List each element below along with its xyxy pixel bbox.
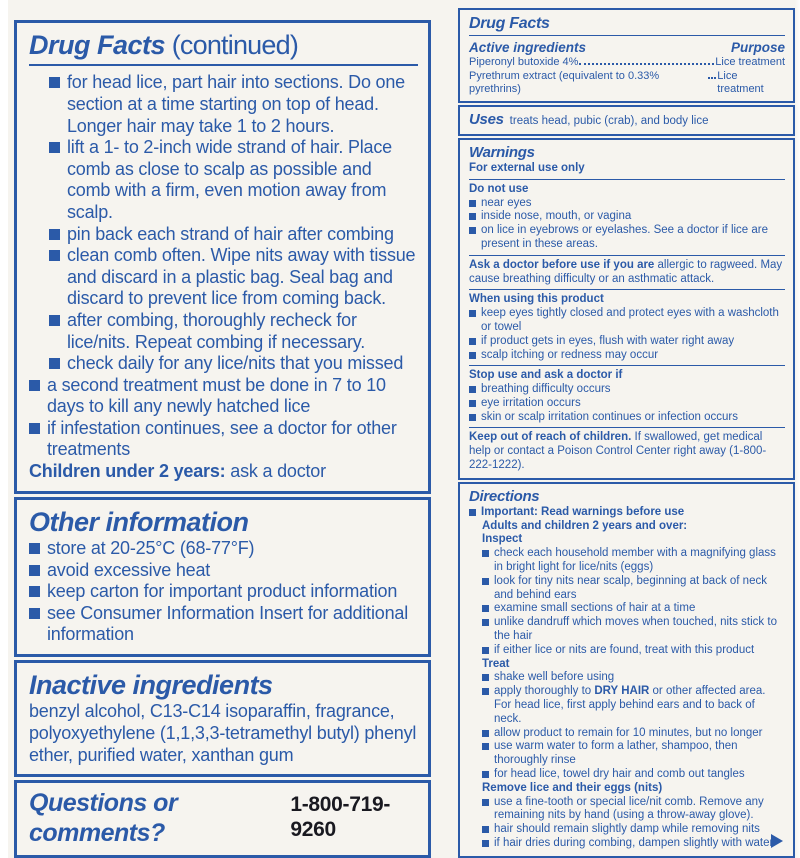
questions-phone-number: 1-800-719-9260: [290, 793, 391, 842]
ask-doctor-line: [469, 259, 785, 287]
bullet-square-icon: [469, 338, 476, 345]
list-item-text: if product gets in eyes, flush with water right away: [481, 334, 735, 347]
drug-facts-continued-section: [14, 20, 431, 494]
list-item: [29, 603, 418, 646]
list-item: [482, 547, 785, 575]
inactive-ingredients-text: benzyl alcohol, C13-C14 isoparaffin, fragrance, polyoxyethylene (1,1,3,3-tetramethyl butyl) phenyl ether, purified water, xanthan gum: [29, 701, 417, 765]
bullet-square-icon: [469, 352, 476, 359]
subsection-rule: [469, 365, 785, 366]
children-under-2-text: ask a doctor: [230, 461, 326, 482]
drug-facts-title: Drug Facts: [469, 15, 550, 32]
list-item: [49, 310, 418, 353]
section-heading: [29, 29, 418, 61]
ingredient-name: Piperonyl butoxide 4%: [469, 56, 579, 69]
bullet-square-icon: [482, 688, 489, 695]
ingredient-name: Pyrethrum extract (equivalent to 0.33% pyrethrins): [469, 69, 660, 95]
list-item: [482, 602, 785, 616]
keep-out-of-reach-line: [469, 431, 785, 472]
list-item: [482, 823, 785, 837]
important-text: Important: Read warnings before use: [481, 505, 685, 518]
list-item-text: skin or scalp irritation continues or infection occurs: [481, 410, 738, 423]
bullet-square-icon: [49, 250, 60, 261]
when-using-heading: When using this product: [469, 293, 604, 306]
keep-out-label: Keep out of reach of children.: [469, 431, 635, 444]
bullet-square-icon: [49, 315, 60, 326]
dot-leader: [708, 77, 716, 79]
list-item-text: after combing, thoroughly recheck for lice/nits. Repeat combing if necessary.: [67, 309, 366, 352]
list-item-text: keep eyes tightly closed and protect eyes with a washcloth or towel: [481, 307, 779, 333]
bullet-square-icon: [482, 840, 489, 847]
list-item: [49, 137, 418, 223]
bullet-square-icon: [49, 142, 60, 153]
questions-section: [14, 780, 431, 858]
active-ingredients-header: [469, 40, 785, 56]
subsection-rule: [469, 179, 785, 180]
bullet-square-icon: [49, 77, 60, 88]
heading-rule: [469, 35, 785, 36]
list-item: [469, 383, 785, 397]
external-use-only: For external use only: [469, 161, 585, 174]
bullet-square-icon: [482, 619, 489, 626]
list-item: [469, 411, 785, 425]
bullet-square-icon: [29, 586, 40, 597]
continued-suffix: (continued): [165, 30, 299, 60]
list-item-text: a second treatment must be done in 7 to 10 days to kill any newly hatched lice: [47, 374, 386, 417]
list-item: [482, 796, 785, 824]
ingredient-purpose: Lice treatment: [717, 69, 764, 95]
active-ingredients-heading: Active ingredients: [469, 40, 587, 56]
list-item: [49, 245, 418, 310]
list-item: [469, 349, 785, 363]
bullet-square-icon: [482, 826, 489, 833]
list-item-text: look for tiny nits near scalp, beginning at back of neck and behind ears: [494, 574, 767, 601]
list-item: [482, 740, 785, 768]
list-item-text: unlike dandruff which moves when touched, nits stick to the hair: [494, 616, 777, 643]
list-item-text: check each household member with a magnifying glass in bright light for lice/nits (eggs): [494, 547, 776, 574]
bullet-square-icon: [469, 200, 476, 207]
bullet-square-icon: [482, 647, 489, 654]
list-item: [469, 307, 785, 335]
list-item: [29, 538, 418, 560]
ask-doctor-text: allergic to ragweed. May cause breathing difficulty or an asthmatic attack.: [469, 258, 783, 285]
list-item-text: on lice in eyebrows or eyelashes. See a doctor if lice are present in these areas.: [481, 224, 769, 250]
treat-heading: Treat: [482, 657, 510, 670]
list-item-text: see Consumer Information Insert for additional information: [47, 602, 408, 645]
remove-heading: Remove lice and their eggs (nits): [482, 781, 663, 794]
subsection-rule: [469, 427, 785, 428]
heading-rule: [29, 64, 418, 66]
bullet-square-icon: [29, 423, 40, 434]
warnings-section: [458, 138, 795, 480]
list-item: [469, 397, 785, 411]
list-item-text: for head lice, towel dry hair and comb out tangles: [494, 768, 745, 781]
list-item: [49, 353, 418, 375]
children-under-2-label: Children under 2 years:: [29, 461, 231, 482]
ingredient-purpose: Lice treatment: [715, 56, 785, 69]
bullet-square-icon: [29, 543, 40, 554]
list-item-text: if infestation continues, see a doctor for other treatments: [47, 417, 397, 460]
list-item: [482, 671, 785, 685]
bullet-square-icon: [29, 608, 40, 619]
ask-doctor-label: Ask a doctor before use if you are: [469, 258, 658, 271]
list-item-text: keep carton for important product information: [47, 581, 398, 602]
bullet-square-icon: [469, 227, 476, 234]
list-item: [469, 197, 785, 211]
bullet-square-icon: [29, 565, 40, 576]
list-item-text: hair should remain slightly damp while removing nits: [494, 823, 760, 836]
list-item-text: check daily for any lice/nits that you missed: [67, 353, 404, 374]
list-item-text: near eyes: [481, 196, 532, 209]
stop-use-heading: Stop use and ask a doctor if: [469, 369, 623, 382]
bullet-square-icon: [469, 509, 476, 516]
bullet-square-icon: [482, 578, 489, 585]
uses-line: [469, 111, 785, 129]
inspect-heading: Inspect: [482, 533, 523, 546]
dry-hair-emphasis: DRY HAIR: [594, 685, 650, 698]
bullet-square-icon: [469, 213, 476, 220]
apply-post: or other affected area. For head lice, first apply behind ears and to back of neck.: [494, 685, 766, 725]
bullet-square-icon: [482, 799, 489, 806]
list-item-text: shake well before using: [494, 671, 615, 684]
bullet-square-icon: [469, 310, 476, 317]
dot-leader: [579, 63, 714, 65]
keep-out-text: If swallowed, get medical help or contact a Poison Control Center right away (1-800-222-1222).: [469, 431, 767, 472]
inactive-ingredients-title: Inactive ingredients: [29, 670, 273, 701]
questions-title: Questions or comments?: [29, 789, 178, 848]
inactive-ingredients-section: [14, 660, 431, 777]
list-item: [49, 72, 418, 137]
do-not-use-heading: Do not use: [469, 182, 529, 195]
bullet-square-icon: [482, 771, 489, 778]
list-item: [29, 375, 418, 418]
list-item-text: [494, 685, 785, 726]
list-item-text: avoid excessive heat: [47, 559, 211, 580]
bullet-square-icon: [482, 743, 489, 750]
list-item-text: breathing difficulty occurs: [481, 383, 611, 396]
list-item: [469, 335, 785, 349]
right-panel: [458, 8, 795, 858]
list-item-text: use warm water to form a lather, shampoo, then thoroughly rinse: [494, 740, 738, 767]
important-line: [469, 506, 785, 520]
list-item: [482, 837, 785, 851]
list-item: [29, 560, 418, 582]
other-information-title: Other information: [29, 506, 249, 537]
ingredient-row: [469, 56, 785, 69]
list-item-text: pin back each strand of hair after combing: [67, 223, 394, 244]
list-item-text: if hair dries during combing, dampen slightly with water: [494, 837, 774, 849]
other-information-section: [14, 497, 431, 657]
list-item: [49, 224, 418, 246]
warnings-heading: Warnings: [469, 143, 535, 161]
list-item-text: examine small sections of hair at a time: [494, 602, 696, 615]
bullet-square-icon: [482, 605, 489, 612]
bullet-square-icon: [482, 550, 489, 557]
list-item-text: if either lice or nits are found, treat with this product: [494, 643, 755, 656]
ingredient-row: [469, 70, 785, 96]
adults-line: Adults and children 2 years and over:: [482, 519, 688, 532]
uses-text: treats head, pubic (crab), and body lice: [509, 114, 709, 127]
directions-heading: Directions: [469, 487, 540, 505]
left-panel: [14, 20, 431, 858]
uses-heading: Uses: [469, 110, 504, 128]
directions-section: [458, 482, 795, 858]
list-item: [482, 644, 785, 658]
purpose-heading: Purpose: [730, 40, 785, 56]
list-item: [29, 581, 418, 603]
apply-pre: apply thoroughly to: [494, 685, 595, 698]
list-item-text: eye irritation occurs: [481, 396, 581, 409]
subsection-rule: [469, 255, 785, 256]
children-under-2-line: [29, 461, 418, 483]
list-item-text: store at 20-25°C (68-77°F): [47, 538, 255, 559]
bullet-square-icon: [469, 400, 476, 407]
list-item: [482, 768, 785, 782]
continue-arrow-icon: [771, 834, 783, 848]
bullet-square-icon: [469, 386, 476, 393]
list-item-text: inside nose, mouth, or vagina: [481, 210, 632, 223]
list-item: [482, 727, 785, 741]
list-item-text: clean comb often. Wipe nits away with tissue and discard in a plastic bag. Seal bag and discard to prevent lice from coming back.: [67, 245, 416, 309]
bullet-square-icon: [49, 229, 60, 240]
subsection-rule: [469, 289, 785, 290]
list-item: [469, 210, 785, 224]
drug-facts-header-section: [458, 8, 795, 103]
bullet-square-icon: [49, 358, 60, 369]
list-item-text: use a fine-tooth or special lice/nit comb. Remove any remaining nits by hand (using a throw-away glove).: [494, 795, 764, 822]
list-item: [482, 616, 785, 644]
list-item-text: allow product to remain for 10 minutes, but no longer: [494, 726, 763, 739]
list-item-text: lift a 1- to 2-inch wide strand of hair. Place comb as close to scalp as possible and comb with a firm, even motion away from scalp.: [67, 137, 392, 222]
list-item-text: scalp itching or redness may occur: [481, 348, 659, 361]
list-item: [469, 224, 785, 252]
list-item: [29, 418, 418, 461]
drug-facts-title: Drug Facts: [29, 30, 166, 60]
bullet-square-icon: [482, 730, 489, 737]
bullet-square-icon: [482, 674, 489, 681]
list-item-text: for head lice, part hair into sections. Do one section at a time starting on top of head. Longer hair may take 1 to 2 hours.: [67, 72, 405, 136]
uses-section: [458, 105, 795, 136]
list-item: [482, 685, 785, 726]
list-item: [482, 575, 785, 603]
bullet-square-icon: [29, 380, 40, 391]
bullet-square-icon: [469, 414, 476, 421]
